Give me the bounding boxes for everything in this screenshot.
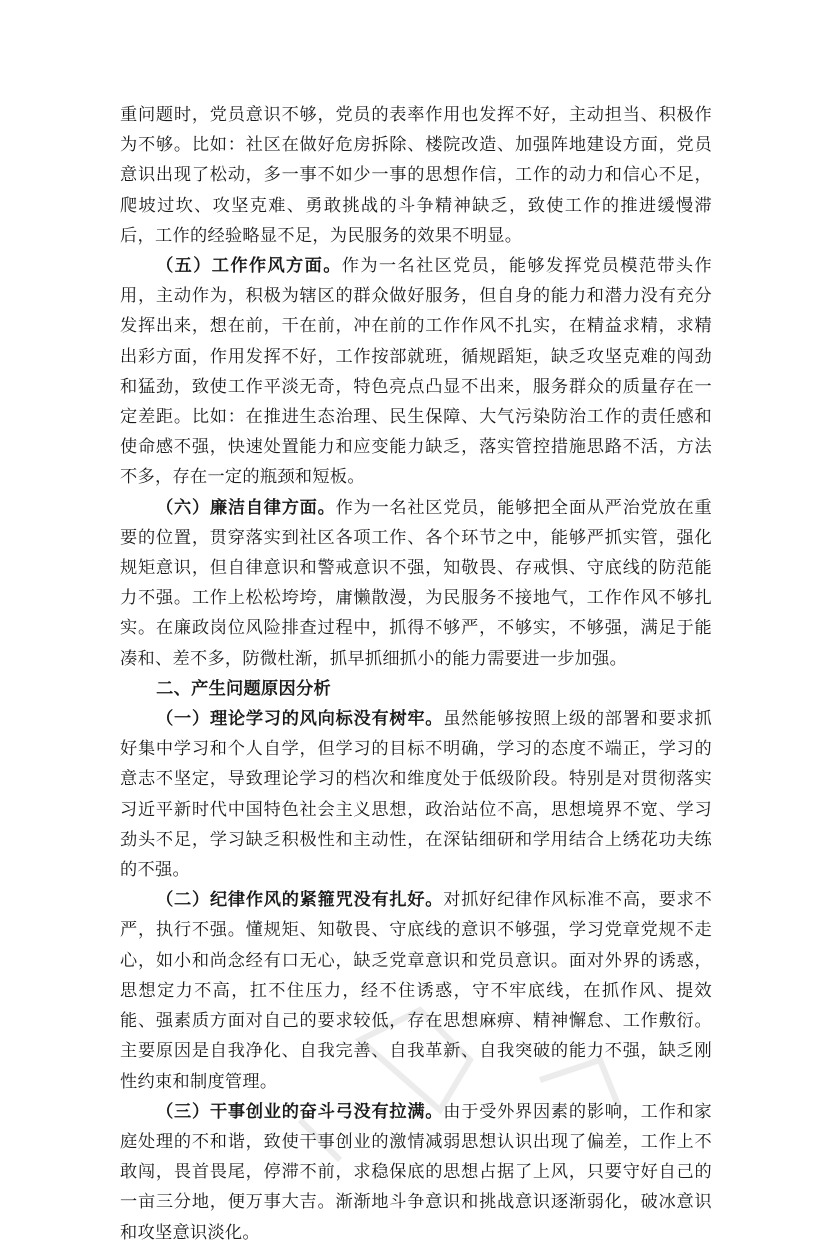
section-heading: （一）理论学习的风向标没有树牢。 (156, 709, 444, 730)
section-heading: 二、产生问题原因分析 (156, 678, 331, 699)
paragraph-entrepreneurship (120, 1097, 712, 1248)
paragraph-text: 作为一名社区党员，能够发挥党员模范带头作用，主动作为，积极为辖区的群众做好服务，但自身的能力和潜力没有充分发挥出来，想在前，干在前，冲在前的工作作风不扎实，在精益求精，求精出彩方面，作用发挥不好，工作按部就班，循规蹈矩，缺乏攻坚克难的闯劲和猛劲，致使工作平淡无奇，特色亮点凸显不出来，服务群众的质量存在一定差距。比如：在推进生态治理、民生保障、大气污染防治工作的责任感和使命感不强，快速处置能力和应变能力缺乏，落实管控措施思路不活，方法不多，存在一定的瓶颈和短板。 (120, 256, 712, 488)
document-body (120, 100, 712, 1248)
paragraph-theory-study (120, 704, 712, 885)
section-heading: （三）干事创业的奋斗弓没有拉满。 (156, 1101, 444, 1122)
paragraph-continuation (120, 100, 712, 251)
paragraph-text: 由于受外界因素的影响，工作和家庭处理的不和谐，致使干事创业的激情减弱思想认识出现了偏差，工作上不敢闯，畏首畏尾，停滞不前，求稳保底的思想占据了上风，只要守好自己的一亩三分地，便万事大吉。渐渐地斗争意识和挑战意识逐渐弱化，破冰意识和攻坚意识淡化。 (120, 1101, 712, 1243)
paragraph-integrity (120, 493, 712, 674)
paragraph-work-style (120, 251, 712, 493)
section-heading: （五）工作作风方面。 (156, 256, 342, 277)
section-title-cause-analysis (120, 674, 712, 704)
paragraph-text: 对抓好纪律作风标准不高，要求不严，执行不强。懂规矩、知敬畏、守底线的意识不够强，学习党章党规不走心，如小和尚念经有口无心，缺乏党章意识和党员意识。面对外界的诱惑，思想定力不高，扛不住压力，经不住诱惑，守不牢底线，在抓作风、提效能、强素质方面对自己的要求较低，存在思想麻痹、精神懈怠、工作敷衍。主要原因是自我净化、自我完善、自我革新、自我突破的能力不强，缺乏刚性约束和制度管理。 (120, 890, 712, 1092)
paragraph-text: 作为一名社区党员，能够把全面从严治党放在重要的位置，贯穿落实到社区各项工作、各个环节之中，能够严抓实管，强化规矩意识，但自律意识和警戒意识不强，知敬畏、存戒惧、守底线的防范能力不强。工作上松松垮垮，庸懒散漫，为民服务不接地气，工作作风不够扎实。在廉政岗位风险排查过程中，抓得不够严，不够实，不够强，满足于能凑和、差不多，防微杜渐，抓早抓细抓小的能力需要进一步加强。 (120, 497, 712, 669)
paragraph-text: 虽然能够按照上级的部署和要求抓好集中学习和个人自学，但学习的目标不明确，学习的态度不端正，学习的意志不坚定，导致理论学习的档次和维度处于低级阶段。特别是对贯彻落实习近平新时代中国特色社会主义思想，政治站位不高，思想境界不宽、学习劲头不足，学习缺乏积极性和主动性，在深钻细研和学用结合上绣花功夫练的不强。 (120, 709, 712, 881)
paragraph-discipline (120, 885, 712, 1096)
section-heading: （六）廉洁自律方面。 (156, 497, 336, 518)
section-heading: （二）纪律作风的紧箍咒没有扎好。 (156, 890, 444, 911)
paragraph-text: 重问题时，党员意识不够，党员的表率作用也发挥不好，主动担当、积极作为不够。比如：社区在做好危房拆除、楼院改造、加强阵地建设方面，党员意识出现了松动，多一事不如少一事的思想作信，工作的动力和信心不足，爬坡过坎、攻坚克难、勇敢挑战的斗争精神缺乏，致使工作的推进缓慢滞后，工作的经验略显不足，为民服务的效果不明显。 (120, 105, 712, 246)
